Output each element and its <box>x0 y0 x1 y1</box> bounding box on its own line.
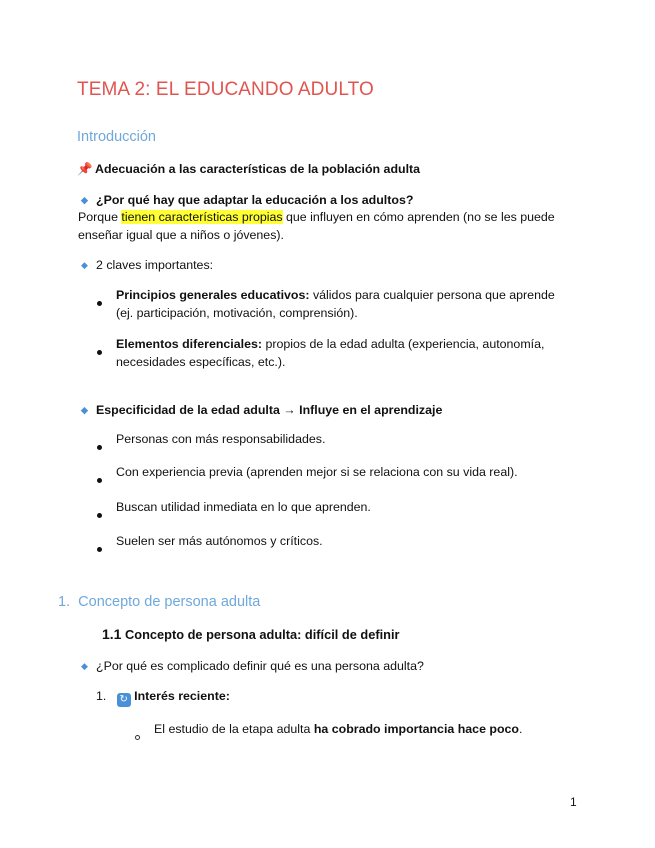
section-1-title: Concepto de persona adulta <box>78 594 261 610</box>
list-item: Suelen ser más autónomos y críticos. <box>116 534 323 548</box>
especificidad-heading <box>81 401 442 420</box>
answer-paragraph <box>78 208 598 244</box>
intro-subheading <box>77 160 420 178</box>
section-1-heading <box>58 594 260 610</box>
answer-line-2: enseñar igual que a niños o jóvenes). <box>78 228 284 242</box>
subsection-1-1-heading <box>102 626 399 642</box>
diamond-bullet-icon: ◆ <box>81 661 88 671</box>
item-label: Interés reciente: <box>134 689 230 703</box>
claves-line <box>81 256 213 275</box>
diamond-bullet-icon: ◆ <box>81 260 88 270</box>
sync-icon: ↻ <box>117 693 131 707</box>
list-item: Con experiencia previa (aprenden mejor si se relaciona con su vida real). <box>116 465 518 479</box>
answer-line-1 <box>78 208 598 226</box>
item-number: 1. <box>96 689 107 703</box>
list-item: Personas con más responsabilidades. <box>116 432 326 446</box>
pushpin-icon: 📌 <box>77 162 93 176</box>
bullet-dot <box>97 342 102 360</box>
clave-1-label: Principios generales educativos: <box>116 288 310 302</box>
sub-item-pre: El estudio de la etapa adulta <box>154 722 314 736</box>
hollow-bullet <box>135 727 140 745</box>
sub-item-bold: ha cobrado importancia hace poco <box>313 722 520 736</box>
bullet-dot <box>97 505 102 523</box>
subsection-title: Concepto de persona adulta: difícil de definir <box>125 627 400 642</box>
intro-subheading-text: Adecuación a las características de la población adulta <box>95 162 421 176</box>
list-item: Buscan utilidad inmediata en lo que aprenden. <box>116 500 371 514</box>
bullet-dot <box>97 293 102 311</box>
diamond-bullet-icon: ◆ <box>81 195 88 205</box>
clave-2-text-line2: necesidades específicas, etc.). <box>116 355 286 369</box>
bullet-dot <box>97 437 102 455</box>
clave-2-label: Elementos diferenciales: <box>116 337 262 351</box>
section-question-text: ¿Por qué es complicado definir qué es una persona adulta? <box>96 659 424 673</box>
clave-2-text: propios de la edad adulta (experiencia, autonomía, <box>262 337 545 351</box>
question-text: ¿Por qué hay que adaptar la educación a los adultos? <box>96 193 414 207</box>
clave-1 <box>116 286 576 322</box>
section-1-number: 1. <box>58 594 71 610</box>
section-question <box>81 657 424 676</box>
clave-2 <box>116 335 576 371</box>
sub-item <box>154 720 522 738</box>
claves-text: 2 claves importantes: <box>96 258 214 272</box>
clave-1-text-line2: (ej. participación, motivación, comprensión). <box>116 306 358 320</box>
bullet-dot <box>97 539 102 557</box>
page-number: 1 <box>570 795 577 809</box>
answer-highlight: tienen características propias <box>121 210 283 224</box>
diamond-bullet-icon: ◆ <box>81 405 88 415</box>
numbered-item <box>96 687 230 707</box>
bullet-dot <box>97 470 102 488</box>
clave-1-text: válidos para cualquier persona que aprende <box>309 288 555 302</box>
sub-item-post: . <box>519 722 523 736</box>
especificidad-text: Especificidad de la edad adulta → Influye en el aprendizaje <box>96 403 443 417</box>
answer-pre: Porque <box>78 210 122 224</box>
answer-post: que influyen en cómo aprenden (no se les puede <box>282 210 555 224</box>
page-title: TEMA 2: EL EDUCANDO ADULTO <box>77 79 374 100</box>
intro-heading: Introducción <box>77 129 156 145</box>
subsection-number: 1.1 <box>102 626 122 642</box>
